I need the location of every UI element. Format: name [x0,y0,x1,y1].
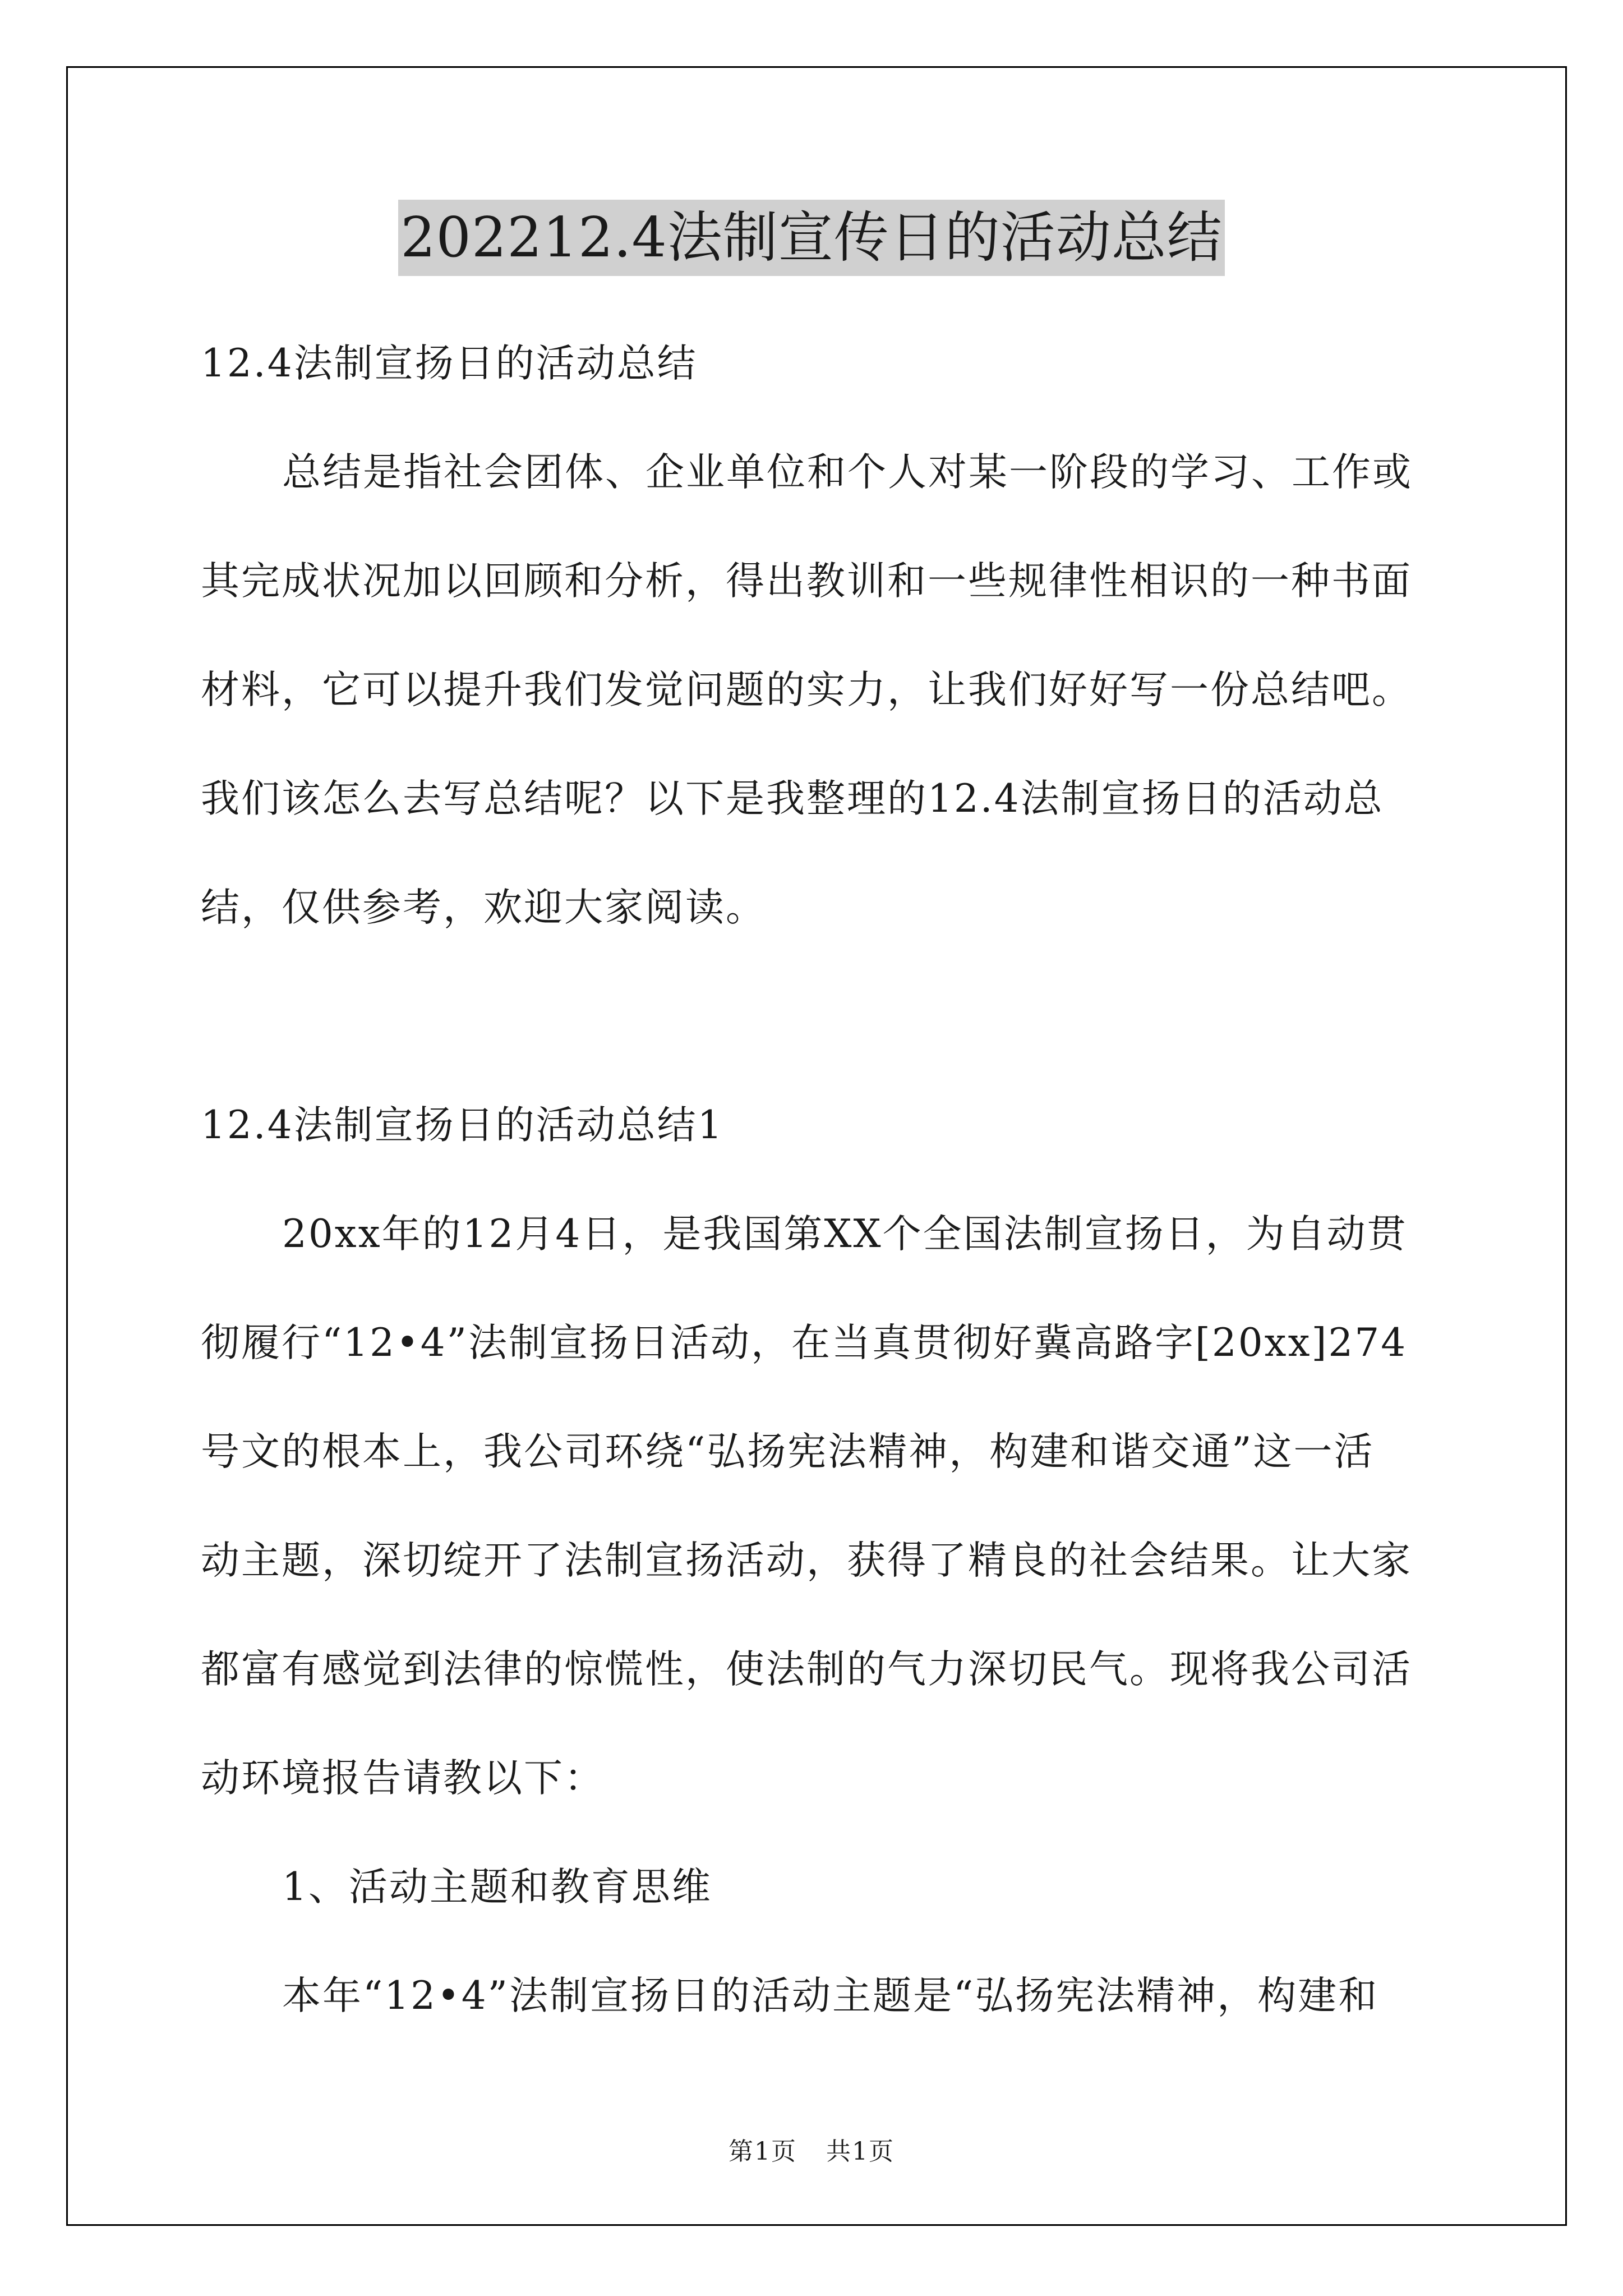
section-heading: 12.4法制宣扬日的活动总结 [201,341,698,386]
paragraph-line: 本年“12•4”法制宣扬日的活动主题是“弘扬宪法精神，构建和 [282,1973,1379,2018]
page-total: 共1页 [826,2137,895,2166]
paragraph-line: 动主题，深切绽开了法制宣扬活动，获得了精良的社会结果。让大家 [201,1538,1412,1583]
title-container [0,200,1623,276]
paragraph-line: 总结是指社会团体、企业单位和个人对某一阶段的学习、工作或 [282,450,1413,495]
paragraph-line: 号文的根本上，我公司环绕“弘扬宪法精神，构建和谐交通”这一活 [201,1429,1375,1474]
paragraph-line: 其完成状况加以回顾和分析，得出教训和一些规律性相识的一种书面 [201,559,1412,604]
list-item-heading: 1、活动主题和教育思维 [282,1865,712,1910]
paragraph-line: 结，仅供参考，欢迎大家阅读。 [201,885,766,930]
paragraph-line: 彻履行“12•4”法制宣扬日活动，在当真贯彻好冀高路字[20xx]274 [201,1320,1408,1365]
section-heading: 12.4法制宣扬日的活动总结1 [201,1103,724,1148]
page-number: 第1页 [728,2137,797,2166]
paragraph-line: 材料，它可以提升我们发觉问题的实力，让我们好好写一份总结吧。 [201,668,1412,712]
document-title: 202212.4法制宣传日的活动总结 [398,200,1225,276]
paragraph-line: 我们该怎么去写总结呢？以下是我整理的12.4法制宣扬日的活动总 [201,776,1384,821]
paragraph-line: 都富有感觉到法律的惊慌性，使法制的气力深切民气。现将我公司活 [201,1647,1412,1692]
paragraph-line: 动环境报告请教以下： [201,1756,605,1801]
page-footer [0,2135,1623,2169]
paragraph-line: 20xx年的12月4日，是我国第XX个全国法制宣扬日，为自动贯 [282,1212,1408,1257]
